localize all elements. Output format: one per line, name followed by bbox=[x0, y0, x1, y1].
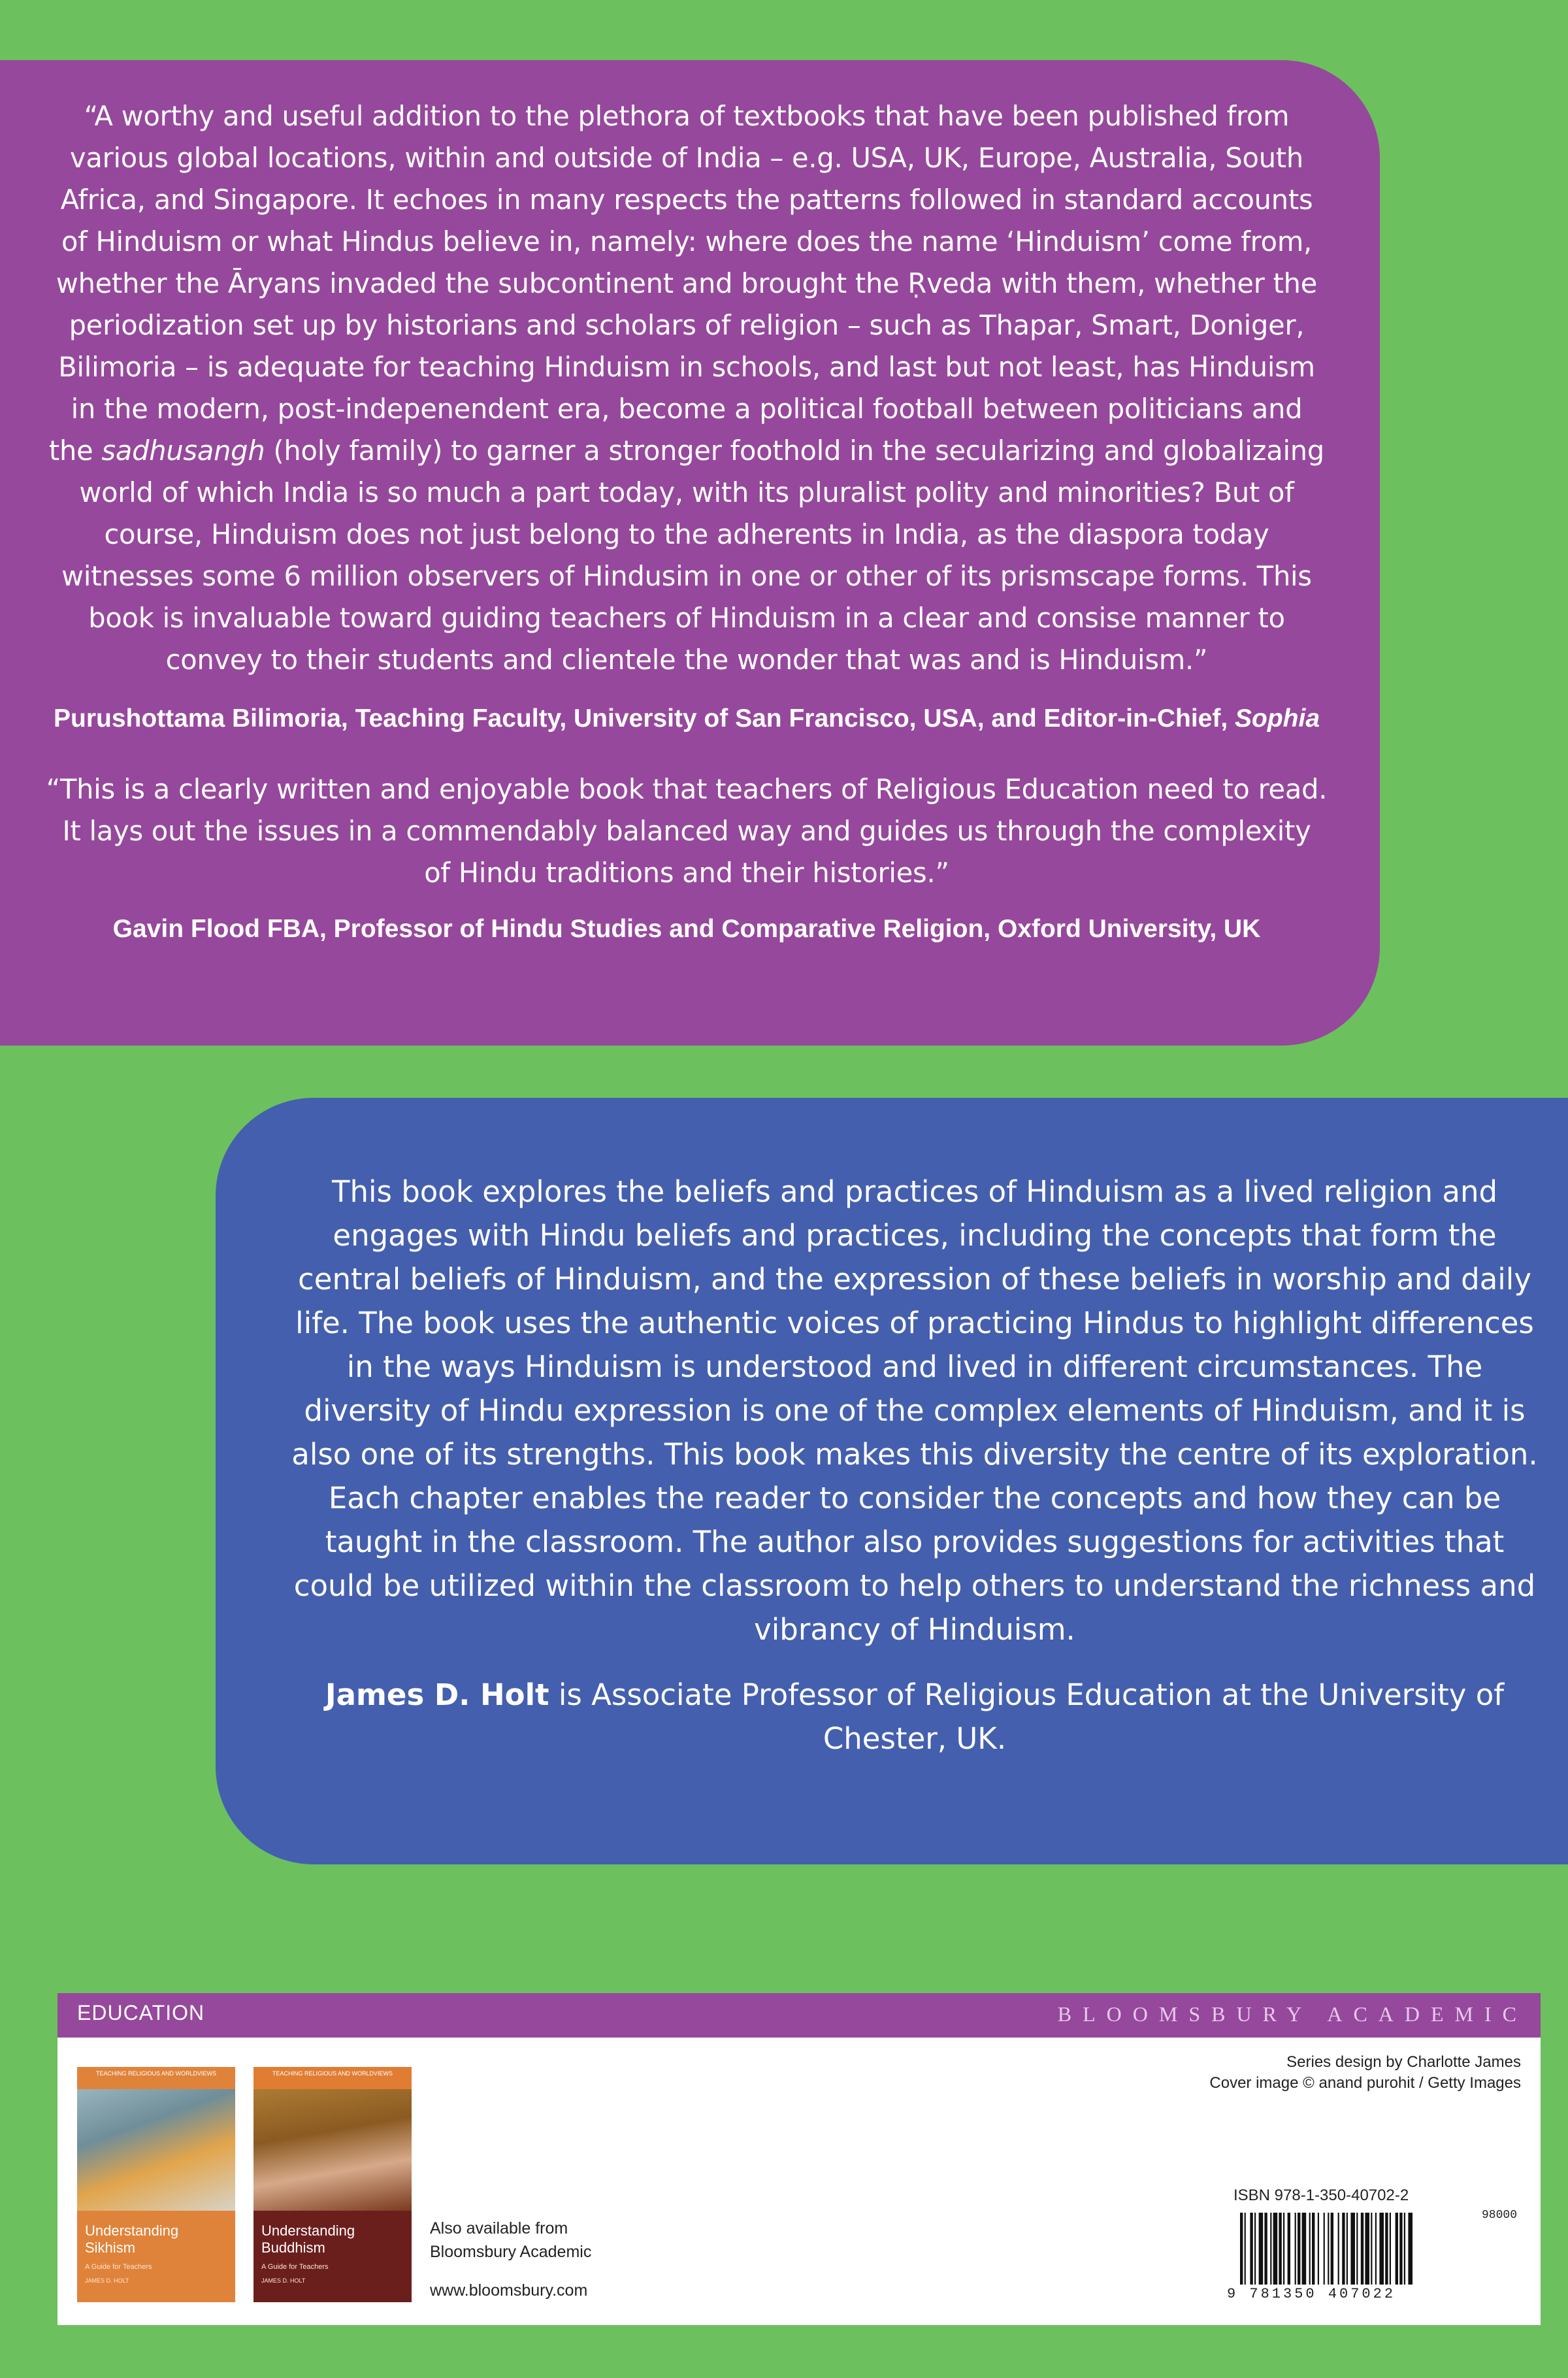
subject-label: EDUCATION bbox=[77, 2001, 205, 2024]
cover-subtitle: A Guide for Teachers bbox=[85, 2263, 152, 2271]
cover-author: JAMES D. HOLT bbox=[85, 2277, 129, 2284]
author-name: James D. Holt bbox=[325, 1677, 549, 1712]
cover-series: TEACHING RELIGIOUS AND WORLDVIEWS bbox=[253, 2067, 412, 2089]
cover-image-credit: Cover image © anand purohit / Getty Images bbox=[1209, 2074, 1521, 2092]
journal-name: Sophia bbox=[1235, 704, 1320, 733]
barcode-icon bbox=[1240, 2213, 1521, 2285]
cover-title: Understanding Buddhism bbox=[261, 2222, 355, 2256]
cover-author: JAMES D. HOLT bbox=[261, 2277, 306, 2284]
book-cover-sikhism bbox=[77, 2067, 235, 2302]
author-bio: James D. Holt is Associate Professor of Religious Education at the University of Chester, UK. bbox=[325, 1677, 1505, 1756]
cover-title: Understanding Sikhism bbox=[85, 2222, 179, 2256]
cover-credits bbox=[1209, 2052, 1521, 2094]
reviews-panel bbox=[0, 60, 1380, 1046]
series-design-credit: Series design by Charlotte James bbox=[1286, 2053, 1521, 2071]
publisher-website[interactable]: www.bloomsbury.com bbox=[430, 2281, 588, 2300]
book-description: This book explores the beliefs and practices of Hinduism as a lived religion and engages with Hindu beliefs and practices, including the concepts that form the central beliefs of Hinduism, and the expression of these beliefs in worship and daily life. The book uses the authentic voices of practicing Hindus to highlight differences in the ways Hinduism is understood and lived in different circumstances. The diversity of Hindu expression is one of the complex elements of Hinduism, and it is also one of its strengths. This book makes this diversity the centre of its exploration. Each chapter enables the reader to consider the concepts and how they can be taught in the classroom. The author also provides suggestions for activities that could be utilized within the classroom to help others to understand the richness and vibrancy of Hinduism. bbox=[291, 1174, 1538, 1647]
description-panel bbox=[216, 1098, 1568, 1864]
book-cover-buddhism bbox=[253, 2067, 412, 2302]
footer-box bbox=[57, 2038, 1541, 2325]
review-quote-2: “This is a clearly written and enjoyable book that teachers of Religious Education need to read. It lays out the issues in a commendably balanced way and guides us through the complexity of Hindu traditions and their histories.” bbox=[46, 773, 1328, 889]
also-available: Also available from Bloomsbury Academic bbox=[430, 2219, 592, 2261]
barcode-number: 9 781350 407022 bbox=[1227, 2286, 1396, 2302]
cover-series: TEACHING RELIGIOUS AND WORLDVIEWS bbox=[77, 2067, 235, 2089]
price-code: 98000 bbox=[1482, 2209, 1518, 2222]
category-band bbox=[57, 1993, 1541, 2038]
review-quote-1: “A worthy and useful addition to the plethora of textbooks that have been published from various global locations, within and outside of India – e.g. USA, UK, Europe, Australia, South Africa, and Singapore. It echoes in many respects the patterns followed in standard accounts of Hinduism or what Hindus believe in, namely: where does the name ‘Hinduism’ come from, whether the Āryans invaded the subcontinent and brought the Ṛveda with them, whether the periodization set up by historians and scholars of religion – such as Thapar, Smart, Doniger, Bilimoria – is adequate for teaching Hinduism in schools, and last but not least, has Hinduism in the modern, post-indepenendent era, become a political football between politicians and the sadhusangh (holy family) to garner a stronger foothold in the secularizing and globalizaing world of which India is so much a part today, with its pluralist polity and minorities? But of course, Hinduism does not just belong to the adherents in India, as the diaspora today witnesses some 6 million observers of Hindusim in one or other of its prismscape forms. This book is invaluable toward guiding teachers of Hinduism in a clear and consise manner to convey to their students and clientele the wonder that was and is Hinduism.” bbox=[48, 100, 1325, 676]
publisher-name: BLOOMSBURY ACADEMIC bbox=[1057, 2002, 1527, 2026]
review-attribution-2: Gavin Flood FBA, Professor of Hindu Studies and Comparative Religion, Oxford University, UK bbox=[112, 915, 1261, 943]
cover-subtitle: A Guide for Teachers bbox=[261, 2263, 329, 2271]
review-attribution-1: Purushottama Bilimoria, Teaching Faculty, University of San Francisco, USA, and Editor-in-Chief, Sophia bbox=[53, 704, 1320, 733]
quote-term: sadhusangh bbox=[101, 435, 265, 467]
isbn-label: ISBN 978-1-350-40702-2 bbox=[1233, 2187, 1409, 2204]
